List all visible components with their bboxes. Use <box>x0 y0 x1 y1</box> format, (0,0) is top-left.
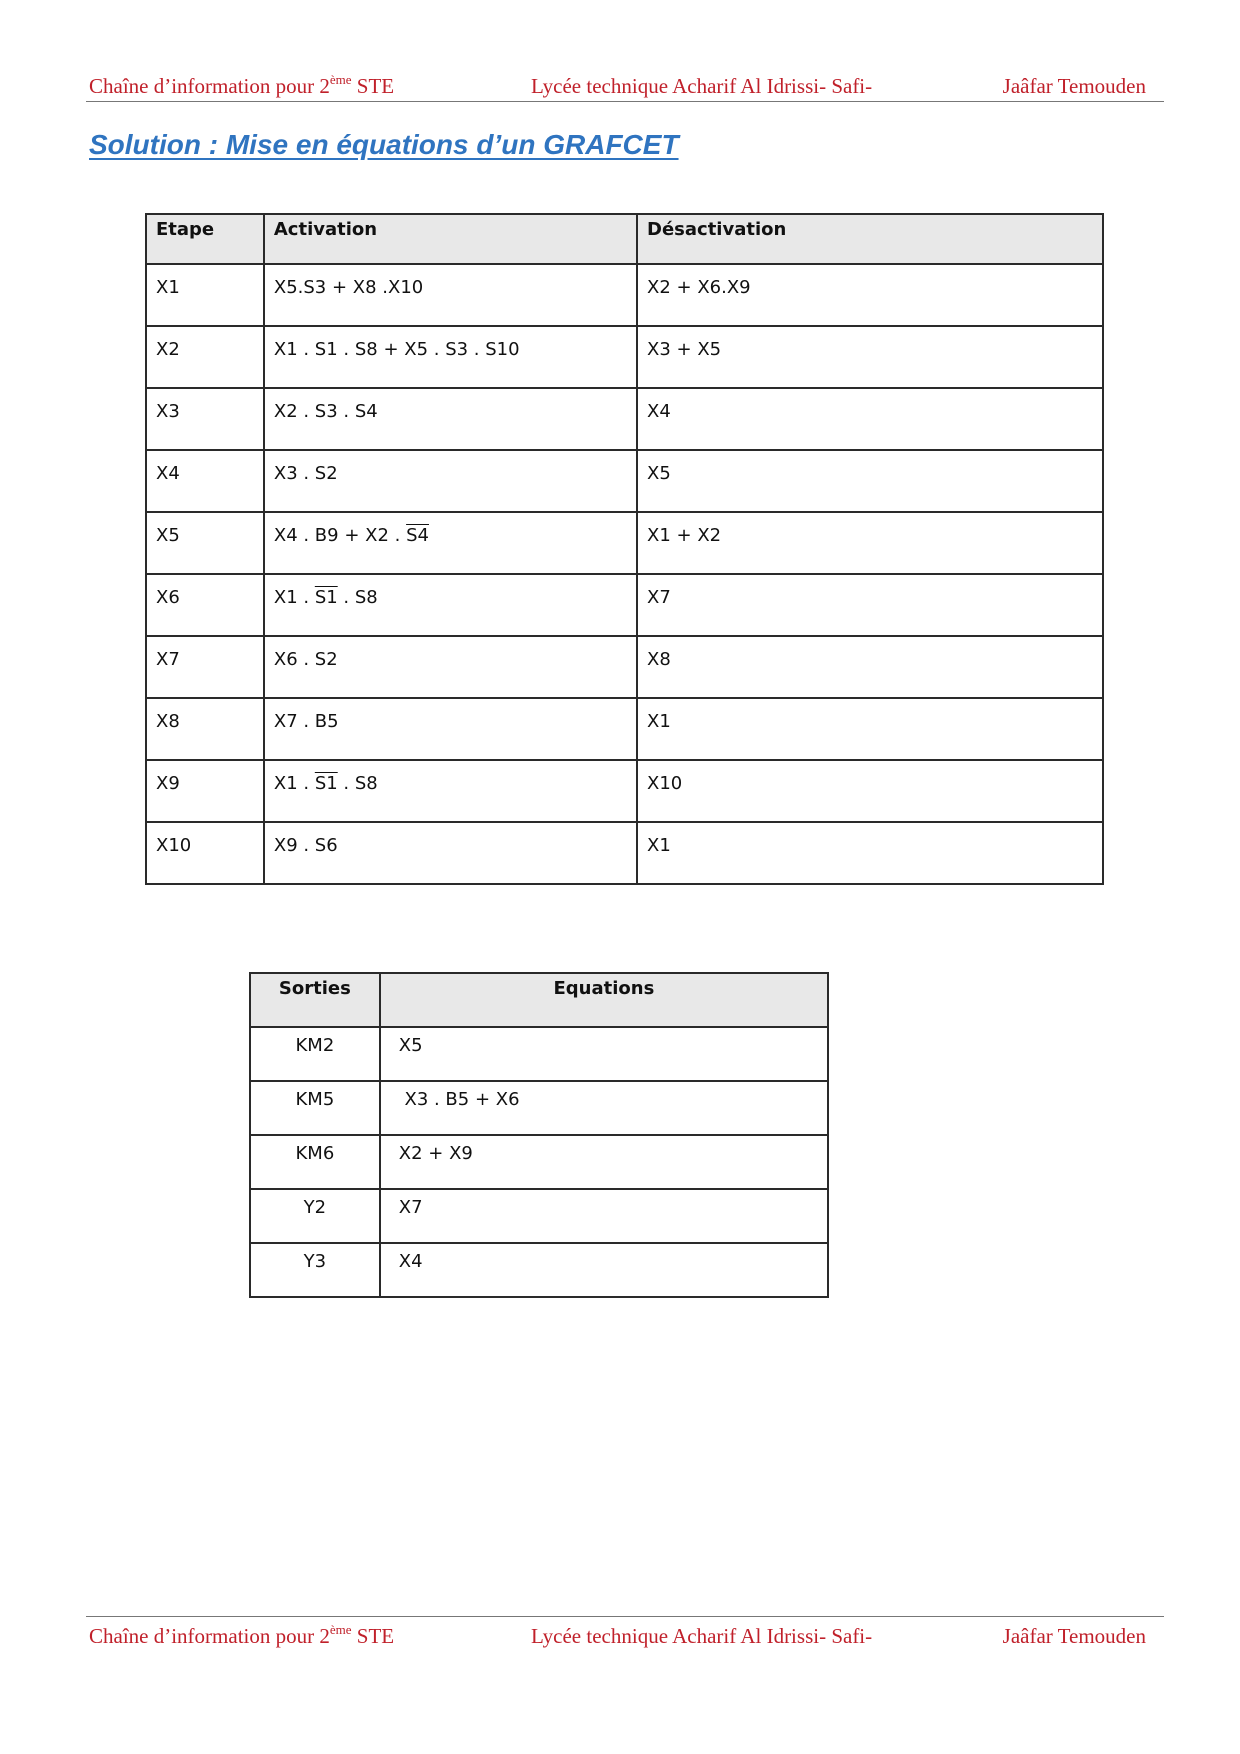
output-cell: Y3 <box>250 1243 380 1297</box>
col-header-activation: Activation <box>264 214 637 264</box>
deactivation-cell: X1 <box>637 698 1103 760</box>
header-rule <box>86 101 1164 102</box>
activation-cell: X9 . S6 <box>264 822 637 884</box>
steps-table <box>145 213 1104 885</box>
steps-table-header <box>146 214 1103 264</box>
step-cell: X1 <box>146 264 264 326</box>
deactivation-cell: X1 <box>637 822 1103 884</box>
equation-cell: X7 <box>380 1189 828 1243</box>
output-cell: KM5 <box>250 1081 380 1135</box>
step-cell: X4 <box>146 450 264 512</box>
deactivation-cell: X5 <box>637 450 1103 512</box>
step-cell: X9 <box>146 760 264 822</box>
equation-cell: X5 <box>380 1027 828 1081</box>
footer-rule <box>86 1616 1164 1617</box>
output-cell: Y2 <box>250 1189 380 1243</box>
table-row <box>250 1081 828 1135</box>
deactivation-cell: X2 + X6.X9 <box>637 264 1103 326</box>
footer-school: Lycée technique Acharif Al Idrissi- Safi- <box>531 1624 873 1648</box>
col-header-step: Etape <box>146 214 264 264</box>
table-row <box>146 760 1103 822</box>
deactivation-cell: X3 + X5 <box>637 326 1103 388</box>
activation-cell: X3 . S2 <box>264 450 637 512</box>
activation-cell: X4 . B9 + X2 . S4 <box>264 512 637 574</box>
equation-cell: X4 <box>380 1243 828 1297</box>
table-row <box>250 1189 828 1243</box>
step-cell: X10 <box>146 822 264 884</box>
table-row <box>146 698 1103 760</box>
deactivation-cell: X1 + X2 <box>637 512 1103 574</box>
deactivation-cell: X4 <box>637 388 1103 450</box>
col-header-deactivation: Désactivation <box>637 214 1103 264</box>
table-row <box>250 1243 828 1297</box>
equation-cell: X2 + X9 <box>380 1135 828 1189</box>
activation-cell: X6 . S2 <box>264 636 637 698</box>
outputs-table-header <box>250 973 828 1027</box>
header-school: Lycée technique Acharif Al Idrissi- Safi- <box>531 74 873 98</box>
output-cell: KM6 <box>250 1135 380 1189</box>
step-cell: X3 <box>146 388 264 450</box>
negated-variable: S4 <box>406 525 429 546</box>
table-row <box>146 636 1103 698</box>
footer-author: Jaâfar Temouden <box>1002 1624 1146 1648</box>
table-row <box>250 1027 828 1081</box>
activation-cell: X7 . B5 <box>264 698 637 760</box>
header-author: Jaâfar Temouden <box>1002 74 1146 98</box>
step-cell: X8 <box>146 698 264 760</box>
page-title: Solution : Mise en équations d’un GRAFCET <box>89 129 679 160</box>
table-row <box>146 388 1103 450</box>
negated-variable: S1 <box>314 587 338 608</box>
deactivation-cell: X7 <box>637 574 1103 636</box>
header-course: Chaîne d’information pour 2ème STE <box>89 72 395 98</box>
col-header-equations: Equations <box>380 973 828 1027</box>
activation-cell: X5.S3 + X8 .X10 <box>264 264 637 326</box>
activation-cell: X1 . S1 . S8 + X5 . S3 . S10 <box>264 326 637 388</box>
table-row <box>146 450 1103 512</box>
negated-variable: S1 <box>314 773 338 794</box>
output-cell: KM2 <box>250 1027 380 1081</box>
equation-cell: X3 . B5 + X6 <box>380 1081 828 1135</box>
col-header-outputs: Sorties <box>250 973 380 1027</box>
table-row <box>250 1135 828 1189</box>
deactivation-cell: X8 <box>637 636 1103 698</box>
outputs-table <box>249 972 829 1298</box>
activation-cell: X1 . S1 . S8 <box>264 574 637 636</box>
table-row <box>146 574 1103 636</box>
table-row <box>146 326 1103 388</box>
table-row <box>146 264 1103 326</box>
activation-cell: X2 . S3 . S4 <box>264 388 637 450</box>
table-row <box>146 512 1103 574</box>
step-cell: X6 <box>146 574 264 636</box>
activation-cell: X1 . S1 . S8 <box>264 760 637 822</box>
footer-course: Chaîne d’information pour 2ème STE <box>89 1622 395 1648</box>
step-cell: X2 <box>146 326 264 388</box>
deactivation-cell: X10 <box>637 760 1103 822</box>
table-row <box>146 822 1103 884</box>
step-cell: X5 <box>146 512 264 574</box>
step-cell: X7 <box>146 636 264 698</box>
